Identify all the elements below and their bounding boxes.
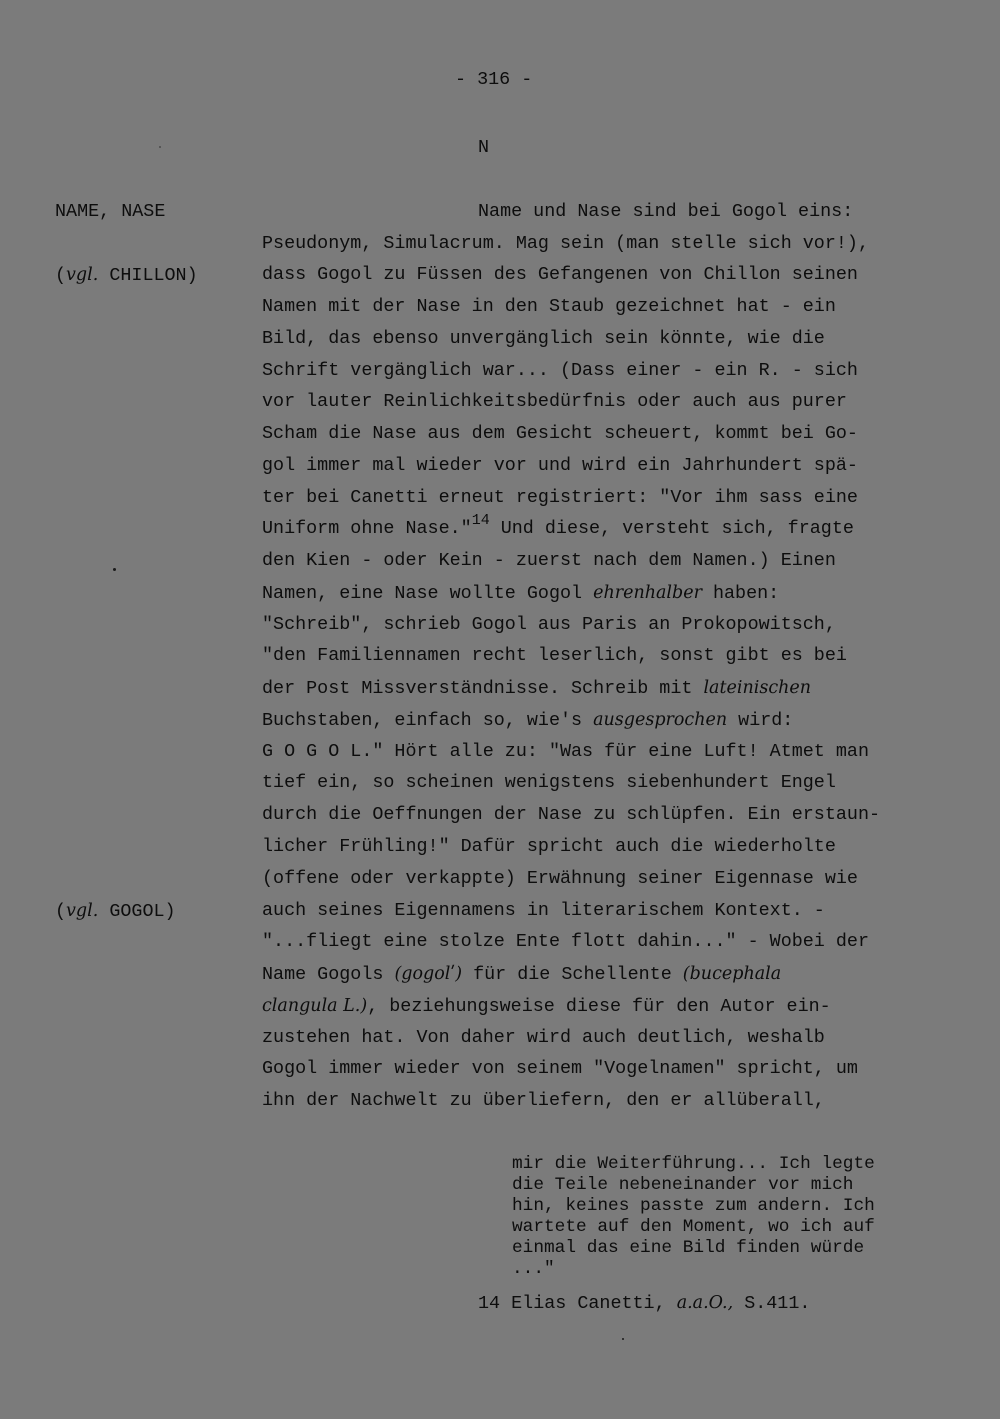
body-line: Namen mit der Nase in den Staub gezeichnet hat - ein bbox=[262, 296, 836, 317]
body-line bbox=[262, 678, 811, 699]
vgl-abbrev: vgl. bbox=[66, 901, 99, 921]
reference-target: GOGOL) bbox=[109, 901, 176, 922]
footnote-number: 14 bbox=[478, 1293, 501, 1314]
footnote-marker: 14 bbox=[471, 512, 490, 529]
footnote-line: mir die Weiterführung... Ich legte bbox=[512, 1154, 875, 1174]
emphasis-text: (gogolʹ) bbox=[394, 964, 463, 984]
scan-speck bbox=[113, 568, 116, 571]
body-line: (offene oder verkappte) Erwähnung seiner Eigennase wie bbox=[262, 868, 858, 889]
margin-entry-title: NAME, NASE bbox=[55, 201, 166, 222]
open-paren: ( bbox=[55, 265, 67, 286]
page-number: - 316 - bbox=[455, 69, 533, 90]
footnote-line: die Teile nebeneinander vor mich bbox=[512, 1175, 854, 1195]
body-line: "Schreib", schrieb Gogol aus Paris an Prokopowitsch, bbox=[262, 614, 836, 635]
body-line bbox=[262, 583, 779, 604]
footnote-line: einmal das eine Bild finden würde bbox=[512, 1238, 865, 1258]
body-line: licher Frühling!" Dafür spricht auch die wiederholte bbox=[262, 836, 836, 857]
body-line bbox=[262, 996, 831, 1017]
open-paren: ( bbox=[55, 901, 67, 922]
body-line: den Kien - oder Kein - zuerst nach dem Namen.) Einen bbox=[262, 550, 836, 571]
vgl-abbrev: vgl. bbox=[66, 265, 99, 285]
footnote-line: wartete auf den Moment, wo ich auf bbox=[512, 1217, 875, 1237]
body-line: ihn der Nachwelt zu überliefern, den er allüberall, bbox=[262, 1090, 825, 1111]
body-line: Gogol immer wieder von seinem "Vogelnamen" spricht, um bbox=[262, 1058, 858, 1079]
body-line bbox=[262, 964, 781, 985]
body-text: , beziehungsweise diese für den Autor ein- bbox=[367, 996, 831, 1017]
body-line: Scham die Nase aus dem Gesicht scheuert, kommt bei Go- bbox=[262, 423, 858, 444]
body-line: vor lauter Reinlichkeitsbedürfnis oder auch aus purer bbox=[262, 391, 847, 412]
scan-speck bbox=[159, 146, 161, 148]
body-line bbox=[262, 512, 854, 540]
body-text: haben: bbox=[701, 583, 780, 604]
body-line: Bild, das ebenso unvergänglich sein könnte, wie die bbox=[262, 328, 825, 349]
emphasis-text: clangula L.) bbox=[262, 996, 368, 1016]
margin-cross-reference bbox=[55, 901, 176, 922]
emphasis-text: lateinischen bbox=[703, 678, 812, 698]
emphasis-text: ausgesprochen bbox=[593, 710, 728, 730]
body-line: ter bei Canetti erneut registriert: "Vor ihm sass eine bbox=[262, 487, 858, 508]
body-line: Schrift vergänglich war... (Dass einer - ein R. - sich bbox=[262, 360, 858, 381]
section-letter: N bbox=[478, 137, 490, 158]
reference-target: CHILLON) bbox=[109, 265, 198, 286]
scan-speck bbox=[622, 1338, 624, 1340]
body-text: Uniform ohne Nase." bbox=[262, 518, 472, 539]
footnote-line: hin, keines passte zum andern. Ich bbox=[512, 1196, 875, 1216]
body-line: durch die Oeffnungen der Nase zu schlüpfen. Ein erstaun- bbox=[262, 804, 881, 825]
body-line: Name und Nase sind bei Gogol eins: bbox=[478, 201, 854, 222]
footnote-author: Elias Canetti, bbox=[511, 1293, 666, 1314]
footnote-line: ..." bbox=[512, 1259, 555, 1279]
body-text: wird: bbox=[727, 710, 794, 731]
body-line: gol immer mal wieder vor und wird ein Jahrhundert spä- bbox=[262, 455, 858, 476]
body-text: Namen, eine Nase wollte Gogol bbox=[262, 583, 594, 604]
footnote-source: a.a.O., bbox=[676, 1293, 734, 1313]
body-text: Buchstaben, einfach so, wie's bbox=[262, 710, 594, 731]
body-line: tief ein, so scheinen wenigstens siebenhundert Engel bbox=[262, 772, 836, 793]
margin-cross-reference bbox=[55, 265, 198, 286]
body-text: Name Gogols bbox=[262, 964, 395, 985]
body-text: der Post Missverständnisse. Schreib mit bbox=[262, 678, 704, 699]
body-line bbox=[262, 710, 793, 731]
body-line: "den Familiennamen recht leserlich, sonst gibt es bei bbox=[262, 645, 847, 666]
body-line: "...fliegt eine stolze Ente flott dahin..." - Wobei der bbox=[262, 931, 869, 952]
body-line: G O G O L." Hört alle zu: "Was für eine Luft! Atmet man bbox=[262, 741, 869, 762]
body-line: dass Gogol zu Füssen des Gefangenen von Chillon seinen bbox=[262, 264, 858, 285]
footnote-page: S.411. bbox=[744, 1293, 811, 1314]
body-text: für die Schellente bbox=[462, 964, 683, 985]
body-text: Und diese, versteht sich, fragte bbox=[489, 518, 854, 539]
footnote-reference bbox=[478, 1293, 810, 1314]
emphasis-text: ehrenhalber bbox=[593, 583, 702, 603]
body-line: Pseudonym, Simulacrum. Mag sein (man stelle sich vor!), bbox=[262, 233, 869, 254]
body-line: auch seines Eigennamens in literarischem Kontext. - bbox=[262, 900, 825, 921]
emphasis-text: (bucephala bbox=[682, 964, 782, 984]
body-line: zustehen hat. Von daher wird auch deutlich, weshalb bbox=[262, 1027, 825, 1048]
